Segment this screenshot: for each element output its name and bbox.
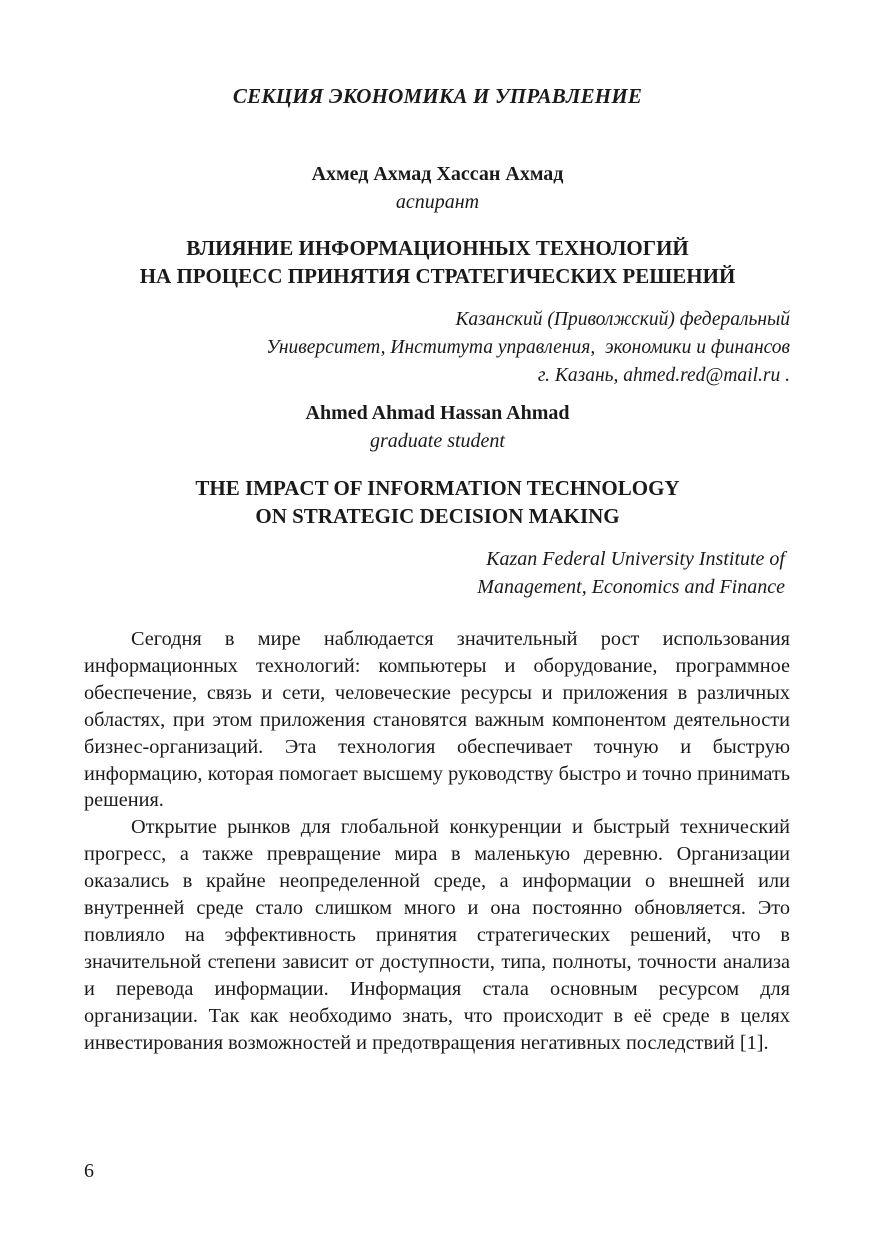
- title-en-line-2: ON STRATEGIC DECISION MAKING: [255, 504, 620, 528]
- affiliation-ru-line-1: Казанский (Приволжский) федеральный: [455, 309, 790, 330]
- body-text: [84, 626, 790, 1057]
- affiliation-ru-line-2: Университет, Института управления, экономики и финансов: [266, 337, 790, 358]
- paragraph-2: Открытие рынков для глобальной конкуренции и быстрый технический прогресс, а также превращение мира в маленькую деревню. Организации оказались в крайне неопределенной среде, а информации о внешней или внутренней среде стало слишком много и она постоянно обновляется. Это повлияло на эффективность принятия стратегических решений, что в значительной степени зависит от доступности, типа, полноты, точности анализа и перевода информации. Информация стала основным ресурсом для организации. Так как необходимо знать, что происходит в её среде в целях инвестирования возможностей и предотвращения негативных последствий [1].: [84, 816, 790, 1054]
- title-ru-line-2: НА ПРОЦЕСС ПРИНЯТИЯ СТРАТЕГИЧЕСКИХ РЕШЕНИЙ: [139, 264, 736, 288]
- article-title-ru: [0, 234, 875, 290]
- affiliation-en: [477, 545, 785, 601]
- author-name-ru: Ахмед Ахмад Хассан Ахмад: [311, 163, 564, 185]
- author-status-ru: аспирант: [395, 191, 480, 213]
- affiliation-en-line-2: Management, Economics and Finance: [477, 576, 785, 598]
- paragraph-1: Сегодня в мире наблюдается значительный рост использования информационных технологий: компьютеры и оборудование, программное обеспечение, связь и сети, человеческие ресурсы и приложения в различных областях, при этом приложения становятся важным компонентом деятельности бизнес-организаций. Эта технология обеспечивает точную и быструю информацию, которая помогает высшему руководству быстро и точно принимать решения.: [84, 628, 790, 812]
- affiliation-ru-line-3: г. Казань, ahmed.red@mail.ru .: [537, 365, 790, 386]
- title-en-line-1: THE IMPACT OF INFORMATION TECHNOLOGY: [195, 476, 680, 500]
- affiliation-en-line-1: Kazan Federal University Institute of: [486, 548, 785, 570]
- page-number: 6: [84, 1160, 94, 1182]
- title-ru-line-1: ВЛИЯНИЕ ИНФОРМАЦИОННЫХ ТЕХНОЛОГИЙ: [186, 236, 689, 260]
- section-heading: СЕКЦИЯ ЭКОНОМИКА И УПРАВЛЕНИЕ: [232, 84, 643, 108]
- author-name-en: Ahmed Ahmad Hassan Ahmad: [305, 402, 570, 424]
- article-title-en: [0, 474, 875, 530]
- author-status-en: graduate student: [370, 430, 505, 452]
- affiliation-ru: [266, 306, 790, 390]
